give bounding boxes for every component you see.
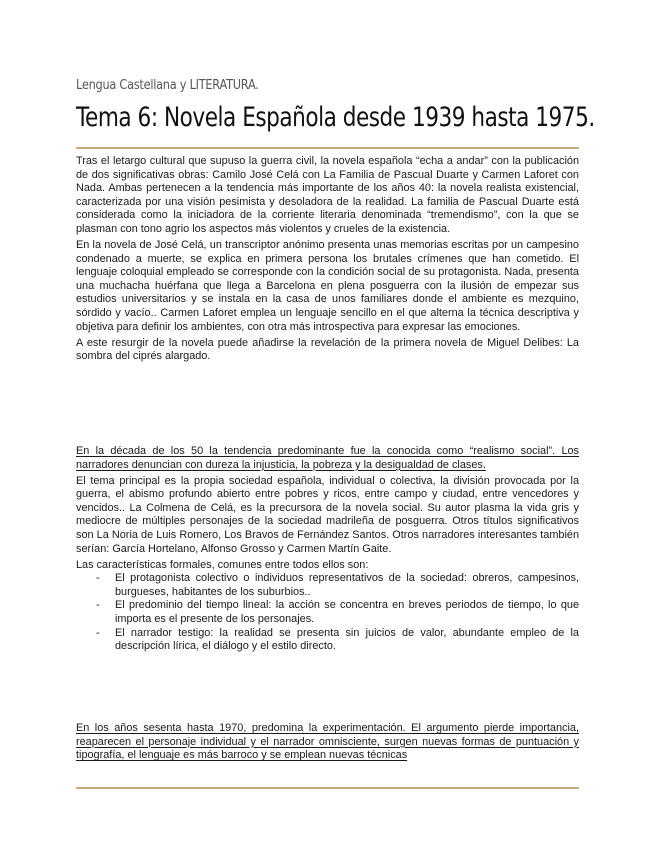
list-intro: Las características formales, comunes entre todos ellos son: — [76, 558, 369, 571]
section-experimentation-60s — [76, 722, 579, 763]
title-divider — [76, 147, 579, 149]
list-item — [76, 572, 579, 599]
bullet-dash: - — [96, 626, 100, 639]
list-item — [76, 599, 579, 626]
paragraph: El tema principal es la propia sociedad española, individual o colectiva, la división provocada por la guerra, el abismo profundo abierto entre pobres y ricos, entre campo y ciudad, entre vencedores y vencidos.. La Colmena de Celá, es la precursora de la novela social. Su autor plasma la vida gris y mediocre de múltiples personajes de la sociedad madrileña de posguerra. Otros títulos significativos son La Noria de Luis Romero, Los Bravos de Fernández Santos. Otros narradores interesantes también serían: García Hortelano, Alfonso Grosso y Carmen Martín Gaite. — [76, 474, 579, 555]
bullet-dash: - — [96, 599, 100, 612]
section-lead: En los años sesenta hasta 1970, predomina la experimentación. El argumento pierde importancia, reaparecen el personaje individual y el narrador omnisciente, surgen nuevas formas de puntuación y tipografía, el lenguaje es más barroco y se emplean nuevas técnicas — [76, 722, 579, 762]
section-lead: En la década de los 50 la tendencia predominante fue la conocida como “realismo social”. Los narradores denuncian con dureza la injusticia, la pobreza y la desigualdad de clases. — [76, 445, 579, 471]
paragraph: Tras el letargo cultural que supuso la guerra civil, la novela española “echa a andar” con la publicación de dos significativas obras: Camilo José Celá con La Familia de Pascual Duarte y Carmen Laforet con Nada. Ambas pertenecen a la tendencia más importante de los años 40: la novela realista existencial, caracterizada por una visión pesimista y desoladora de la realidad. La familia de Pascual Duarte está considerada como la iniciadora de la corriente literaria denominada “tremendismo”, con la que se plasman con tono agrio los aspectos más violentos y crueles de la existencia. — [76, 155, 579, 235]
paragraph: En la novela de José Celá, un transcriptor anónimo presenta unas memorias escritas por un campesino condenado a muerte, se explica en primera persona los brutales crímenes que han cometido. El lenguaje coloquial empleado se corresponde con la condición social de su protagonista. Nada, presenta una muchacha huérfana que llega a Barcelona en plena posguerra con la ilusión de empezar sus estudios universitarios y se instala en la casa de unos familiares donde el ambiente es mezquino, sórdido y vacío.. Carmen Laforet emplea un lenguaje sencillo en el que alterna la técnica descriptiva y objetiva para definir los ambientes, con otra más introspectiva para expresar las emociones. — [76, 238, 579, 333]
document-page — [76, 0, 595, 848]
section-postwar-40s — [76, 155, 579, 364]
features-list — [76, 572, 579, 654]
list-item-text: El predominio del tiempo lineal: la acción se concentra en breves periodos de tiempo, lo que importa es el presente de los personajes. — [115, 599, 579, 625]
page-title: Tema 6: Novela Española desde 1939 hasta 1975. — [76, 102, 595, 133]
paragraph: A este resurgir de la novela puede añadirse la revelación de la primera novela de Miguel Delibes: La sombra del ciprés alargado. — [76, 336, 579, 363]
list-item-text: El narrador testigo: la realidad se presenta sin juicios de valor, abundante empleo de la descripción lírica, el diálogo y el estilo directo. — [115, 626, 579, 653]
section-social-realism-50s — [76, 445, 579, 654]
bullet-dash: - — [96, 572, 100, 585]
list-item — [76, 627, 579, 654]
subject-heading: Lengua Castellana y LITERATURA. — [76, 78, 259, 93]
footer-divider — [76, 787, 579, 789]
list-item-text: El protagonista colectivo o individuos representativos de la sociedad: obreros, campesinos, burgueses, habitantes de los suburbios.. — [115, 572, 579, 598]
